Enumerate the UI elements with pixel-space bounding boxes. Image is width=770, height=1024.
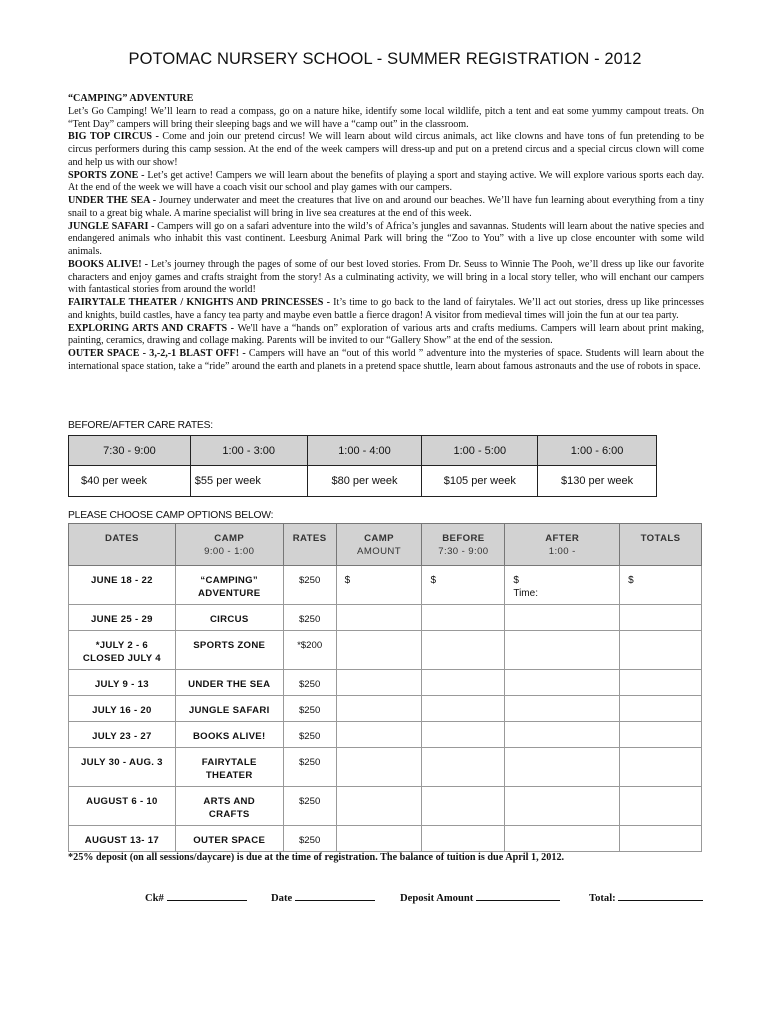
deposit-amount-line[interactable]: [476, 891, 560, 901]
before-care-input-text: $: [430, 575, 437, 586]
care-price: $80 per week: [307, 466, 422, 497]
session-dates: [69, 787, 176, 826]
care-rates-table: [68, 435, 657, 497]
header-label: BEFORE: [442, 533, 485, 544]
camp-name-text: FAIRYTALE: [201, 757, 257, 768]
total-input[interactable]: [620, 605, 702, 631]
camp-amount-input[interactable]: [336, 722, 422, 748]
camp-description-name: OUTER SPACE - 3,-2,-1 BLAST OFF!: [68, 348, 240, 359]
camp-name: [175, 748, 283, 787]
camp-amount-input-text: $: [344, 575, 351, 586]
camp-name: [175, 566, 283, 605]
camp-description-name: “CAMPING” ADVENTURE: [68, 93, 194, 104]
camp-amount-input[interactable]: [336, 605, 422, 631]
check-number-field[interactable]: [145, 891, 247, 904]
care-rates-prices-row: [69, 466, 657, 497]
care-rates-times-row: [69, 436, 657, 466]
header-sublabel: 9:00 - 1:00: [204, 546, 255, 557]
date-label: Date: [271, 893, 293, 904]
camp-description-separator: -: [149, 195, 160, 206]
camp-description: [68, 93, 704, 106]
camp-description: [68, 323, 704, 349]
total-field[interactable]: [589, 891, 703, 904]
camp-rate: [283, 826, 336, 852]
deposit-amount-label: Deposit Amount: [400, 893, 474, 904]
camp-option-row: [69, 826, 702, 852]
camp-rate-text: $250: [298, 796, 321, 807]
camp-name: [175, 696, 283, 722]
session-dates-text: AUGUST 13- 17: [84, 835, 160, 846]
camp-description-text: Let’s get active! Campers we will learn about the benefits of playing a sport and staying active. We will explore various sports each day. At the end of the week we will have a coach visit our school and play games with our campers.: [68, 169, 704, 194]
camp-description-text: Journey underwater and meet the creatures that live on and around our beaches. We’ll have fun learning about everything from a tiny snail to a great big whale. A marine specialist will bring in live sea creatures at the end of this week.: [68, 195, 704, 219]
camp-name: [175, 631, 283, 670]
care-price: $130 per week: [538, 466, 657, 497]
camp-description-name: BOOKS ALIVE!: [68, 258, 142, 270]
header-sublabel: AMOUNT: [357, 546, 402, 557]
before-care-input[interactable]: [422, 748, 505, 787]
header-sublabel: 7:30 - 9:00: [438, 546, 489, 557]
camp-description: [68, 221, 704, 259]
camp-rate-text: $250: [298, 731, 321, 742]
date-line[interactable]: [295, 891, 375, 901]
care-price: $40 per week: [69, 466, 191, 497]
camp-option-row: [69, 631, 702, 670]
camp-description-text: Campers will go on a safari adventure into the wild’s of Africa’s jungles and savannas. Students will learn about the native species and endangered animals who inhabit this vast continent. Leesburg Animal Park will bring the “Zoo to You” with a live up close encounter with some wild animals.: [68, 220, 704, 257]
camp-name: [175, 605, 283, 631]
camp-option-row: [69, 787, 702, 826]
total-input-text: $: [628, 575, 634, 586]
camp-name-text: CRAFTS: [208, 809, 250, 820]
camp-name-text: ADVENTURE: [198, 588, 261, 599]
camp-name: [175, 826, 283, 852]
camp-name-text: SPORTS ZONE: [193, 640, 266, 651]
total-input[interactable]: [620, 787, 702, 826]
total-input[interactable]: [620, 566, 702, 605]
camp-amount-input[interactable]: [336, 826, 422, 852]
camp-options-header-row: [69, 524, 702, 566]
camp-options-header-cell: [336, 524, 422, 566]
total-line[interactable]: [618, 891, 703, 901]
camp-options-header-cell: [69, 524, 176, 566]
session-dates-text: JULY 23 - 27: [92, 731, 152, 742]
header-sublabel: 1:00 -: [548, 546, 576, 557]
camp-description-name: BIG TOP CIRCUS: [68, 131, 153, 143]
care-time: 1:00 - 3:00: [190, 436, 307, 466]
camp-name-text: JUNGLE SAFARI: [188, 705, 270, 716]
session-dates: [69, 566, 176, 605]
camp-rate: [283, 787, 336, 826]
camp-rate: [283, 696, 336, 722]
before-care-input[interactable]: [422, 787, 505, 826]
before-care-input[interactable]: [422, 566, 505, 605]
session-dates: [69, 631, 176, 670]
camp-name-text: UNDER THE SEA: [188, 679, 271, 690]
total-input[interactable]: [620, 826, 702, 852]
session-dates: [69, 748, 176, 787]
session-dates-text: JUNE 18 - 22: [91, 575, 153, 586]
before-care-input[interactable]: [422, 631, 505, 670]
camp-description-text: Come and join our pretend circus! We will learn about wild circus animals, act like clowns and have tons of fun pretending to be circus performers during this camp session. At the end of the week campers will dress-up and put on a pretend circus and a special circus clown will come and help us with our show!: [68, 131, 704, 168]
camp-amount-input[interactable]: [336, 787, 422, 826]
camp-rate: [283, 748, 336, 787]
care-time: 1:00 - 5:00: [422, 436, 538, 466]
camp-options-header-cell: [175, 524, 283, 566]
camp-rate-text: $250: [298, 705, 321, 716]
after-care-input[interactable]: [505, 787, 620, 826]
camp-rate-text: *$200: [297, 640, 323, 651]
total-input[interactable]: [620, 722, 702, 748]
camp-description-separator: -: [138, 169, 148, 181]
camp-options-header-cell: [620, 524, 702, 566]
after-care-input-text: $: [513, 575, 519, 586]
camp-name-text: ARTS AND: [203, 796, 256, 807]
after-care-input[interactable]: [505, 696, 620, 722]
care-rates-heading: BEFORE/AFTER CARE RATES:: [68, 420, 213, 431]
session-dates: [69, 722, 176, 748]
after-care-input[interactable]: [505, 722, 620, 748]
page-title: POTOMAC NURSERY SCHOOL - SUMMER REGISTRATION - 2012: [128, 50, 642, 68]
camp-description-text: It’s time to go back to the land of fairytales. We’ll act out stories, dress up like princesses and knights, build castles, have a fancy tea party and maybe even battle a fierce dragon! A visitor from medieval times will join the fun at our tea party.: [68, 297, 704, 321]
header-label: AFTER: [545, 533, 580, 544]
total-input[interactable]: [620, 670, 702, 696]
camp-amount-input[interactable]: [336, 696, 422, 722]
camp-description-text: Campers will have an “out of this world ” adventure into the mysteries of space. Students will learn about the international space station, take a “ride” around the earth and planets in a pretend space shuttle, learn about famous astronauts and the use of robots in space.: [68, 348, 704, 372]
session-dates: [69, 696, 176, 722]
care-time: 7:30 - 9:00: [69, 436, 191, 466]
care-time: 1:00 - 4:00: [307, 436, 422, 466]
deposit-footnote: *25% deposit (on all sessions/daycare) is due at the time of registration. The balance of tuition is due April 1, 2012.: [68, 852, 565, 863]
camp-description-separator: -: [227, 322, 238, 334]
before-care-input[interactable]: [422, 826, 505, 852]
camp-description-separator: -: [239, 348, 249, 359]
camp-description: [68, 348, 704, 374]
camp-option-row: [69, 566, 702, 605]
camp-rate: [283, 605, 336, 631]
after-care-input[interactable]: [505, 566, 620, 605]
session-dates: [69, 826, 176, 852]
camp-description-separator: -: [323, 297, 334, 308]
camp-rate: [283, 566, 336, 605]
camp-amount-input[interactable]: [336, 566, 422, 605]
camp-options-heading: PLEASE CHOOSE CAMP OPTIONS BELOW:: [68, 510, 274, 521]
session-dates-text: JULY 16 - 20: [92, 705, 152, 716]
camp-description: [68, 259, 704, 297]
session-dates-text: CLOSED JULY 4: [82, 653, 161, 664]
after-care-input[interactable]: [505, 605, 620, 631]
camp-description-separator: -: [152, 131, 163, 143]
camp-descriptions: [68, 93, 704, 374]
camp-option-row: [69, 748, 702, 787]
camp-options-header-cell: [422, 524, 505, 566]
camp-option-row: [69, 696, 702, 722]
camp-option-row: [69, 722, 702, 748]
header-label: TOTALS: [640, 533, 681, 544]
camp-description-name: SPORTS ZONE: [68, 169, 139, 181]
camp-description-name: JUNGLE SAFARI: [68, 220, 149, 232]
camp-options-header-cell: [505, 524, 620, 566]
check-number-line[interactable]: [167, 891, 247, 901]
session-dates-text: AUGUST 6 - 10: [86, 796, 158, 807]
header-label: DATES: [104, 533, 139, 544]
camp-description: [68, 131, 704, 169]
header-label: CAMP: [364, 533, 394, 544]
after-care-input[interactable]: [505, 748, 620, 787]
camp-description-text: Let’s Go Camping! We’ll learn to read a compass, go on a nature hike, identify some local wildlife, pitch a tent and eat some yummy campout treats. On “Tent Day” campers will bring their sleeping bags and we will have a “camp out” in the classroom.: [68, 105, 704, 130]
camp-name-text: CIRCUS: [209, 614, 249, 625]
after-care-input-text: Time:: [513, 588, 538, 599]
deposit-amount-field[interactable]: [400, 891, 560, 904]
camp-name-text: “CAMPING”: [200, 575, 259, 586]
total-label: Total:: [589, 893, 616, 904]
session-dates-text: JULY 9 - 13: [94, 679, 149, 690]
after-care-input[interactable]: [505, 631, 620, 670]
care-price: $55 per week: [190, 466, 307, 497]
camp-rate-text: $250: [298, 835, 321, 846]
before-care-input[interactable]: [422, 605, 505, 631]
camp-options-header-cell: [283, 524, 336, 566]
camp-rate-text: $250: [298, 679, 321, 690]
camp-rate: [283, 631, 336, 670]
camp-description-name: FAIRYTALE THEATER / KNIGHTS AND PRINCESSES: [68, 297, 324, 308]
camp-name-text: THEATER: [205, 770, 253, 781]
camp-description: [68, 106, 704, 132]
camp-rate-text: $250: [298, 614, 321, 625]
before-care-input[interactable]: [422, 670, 505, 696]
camp-rate: [283, 670, 336, 696]
camp-description-name: UNDER THE SEA: [68, 195, 150, 206]
session-dates-text: *JULY 2 - 6: [95, 640, 149, 651]
camp-name: [175, 670, 283, 696]
total-input[interactable]: [620, 696, 702, 722]
camp-name-text: BOOKS ALIVE!: [192, 731, 266, 742]
total-input[interactable]: [620, 748, 702, 787]
camp-name: [175, 787, 283, 826]
session-dates: [69, 670, 176, 696]
before-care-input[interactable]: [422, 722, 505, 748]
after-care-input[interactable]: [505, 826, 620, 852]
camp-option-row: [69, 605, 702, 631]
camp-options-table: [68, 523, 702, 852]
camp-description: [68, 170, 704, 196]
date-field[interactable]: [271, 891, 375, 904]
camp-option-row: [69, 670, 702, 696]
header-label: CAMP: [214, 533, 245, 544]
camp-description: [68, 195, 704, 221]
before-care-input[interactable]: [422, 696, 505, 722]
camp-description-name: EXPLORING ARTS AND CRAFTS: [68, 322, 228, 334]
session-dates-text: JUNE 25 - 29: [91, 614, 153, 625]
session-dates: [69, 605, 176, 631]
camp-amount-input[interactable]: [336, 631, 422, 670]
care-price: $105 per week: [422, 466, 538, 497]
care-time: 1:00 - 6:00: [538, 436, 657, 466]
session-dates-text: JULY 30 - AUG. 3: [81, 757, 163, 768]
camp-amount-input[interactable]: [336, 670, 422, 696]
camp-name: [175, 722, 283, 748]
camp-description-text: We'll have a “hands on” exploration of various arts and crafts mediums. Campers will learn about print making, painting, ceramics, drawing and collage making. Parents will be invited to our “Gallery Show” at the end of the session.: [68, 322, 704, 347]
camp-description-separator: -: [148, 220, 158, 232]
camp-name-text: OUTER SPACE: [193, 835, 266, 846]
check-number-label: Ck#: [145, 893, 164, 904]
camp-description-text: Let’s journey through the pages of some of our best loved stories. From Dr. Seuss to Winnie The Pooh, we’ll dress up like our favorite characters and enjoy games and crafts straight from the story! As a culminating activity, we will bring in a local story teller, who will enchant our campers with fantastical stories from around the world!: [68, 258, 704, 296]
camp-amount-input[interactable]: [336, 748, 422, 787]
camp-rate-text: $250: [298, 575, 321, 586]
after-care-input[interactable]: [505, 670, 620, 696]
header-label: RATES: [292, 533, 327, 544]
camp-rate-text: $250: [298, 757, 321, 768]
total-input[interactable]: [620, 631, 702, 670]
camp-description: [68, 297, 704, 323]
camp-description-separator: -: [141, 258, 151, 270]
camp-rate: [283, 722, 336, 748]
